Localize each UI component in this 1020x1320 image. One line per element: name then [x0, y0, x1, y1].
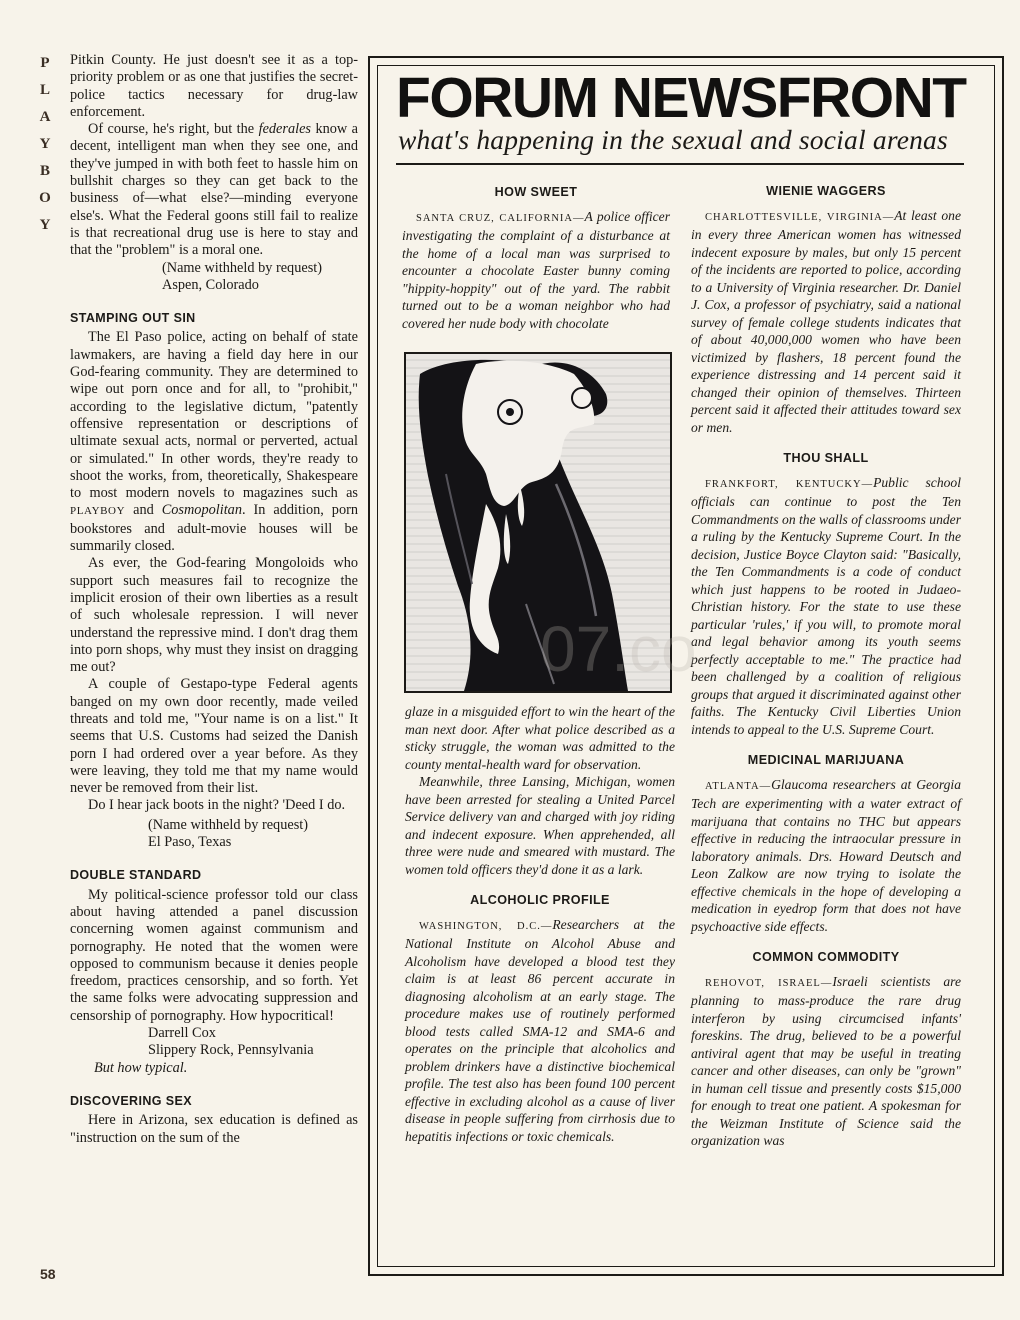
letter-heading: DISCOVERING SEX [70, 1093, 192, 1108]
news-heading: THOU SHALL [783, 451, 869, 465]
title-rule [396, 163, 964, 165]
letter-paragraph: The El Paso police, acting on behalf of state lawmakers, are having a field day here in our God-fearing community. They are determined to wipe out porn once and for all, to "prohibit," according to the legislative dictum, "patently offensive representation or descriptions of ultimate sexual acts, normal or perverted, actual or simulated." In other words, they're ready to shoot the works, from, theoretically, Shakespeare to most modern novels to magazines such as PLAYBOY and Cosmopolitan. In addition, porn bookstores and adult-movie houses will be summarily closed. [70, 329, 359, 555]
news-heading: MEDICINAL MARIJUANA [747, 753, 905, 767]
news-heading: ALCOHOLIC PROFILE [470, 893, 610, 907]
section-title: FORUM NEWSFRONT [396, 66, 966, 130]
letter-heading: STAMPING OUT SIN [70, 311, 196, 326]
magazine-spine-label: P L A Y B O Y [39, 55, 51, 233]
news-heading: COMMON COMMODITY [752, 950, 900, 964]
letter-signature-place: Aspen, Colorado [162, 276, 259, 293]
news-heading: HOW SWEET [494, 185, 578, 199]
news-paragraph: glaze in a misguided effort to win the heart of the man next door. After what police described as a sticky struggle, the woman was admitted to the county mental-health ward for observation. [405, 704, 675, 772]
letter-heading: DOUBLE STANDARD [70, 868, 202, 883]
letter-signature-name: (Name withheld by request) [148, 816, 308, 833]
news-item-how-sweet-continued [405, 703, 675, 1145]
letter-paragraph: Here in Arizona, sex education is defined as "instruction on the sum of the [70, 1112, 358, 1146]
page-number: 58 [40, 1266, 56, 1282]
news-paragraph: FRANKFORT, KENTUCKY—Public school officials can continue to post the Ten Commandments on the walls of classrooms under a ruling by the Kentucky Supreme Court. In the decision, Justice Boyce Clayton said: "Basically, the Ten Commandments is a code of conduct which just happens to be rooted in Judaeo-Christian history. For the state to use these particular 'rules,' if you will, to promote moral and legal behavior among its youth seems perfectly acceptable to me." The practice had been challenged by a coalition of religious groups that argued it discriminated against other faiths. The Kentucky Civil Liberties Union intends to appeal to the U.S. Supreme Court. [691, 474, 961, 737]
watermark: 07.co [540, 613, 697, 685]
news-item-how-sweet [402, 184, 670, 332]
illustration-art [406, 354, 670, 691]
section-subtitle: what's happening in the sexual and social arenas [398, 124, 948, 155]
letter-signature-place: Slippery Rock, Pennsylvania [148, 1042, 314, 1059]
letter-signature-name: Darrell Cox [148, 1025, 216, 1042]
letter-paragraph: A couple of Gestapo-type Federal agents banged on my own door recently, made veiled threats and told me, "Your name is on a list." It seems that U.S. Customs had seized the Danish porn I had ordered over a year before. As they were leaving, they told me that my name would never be removed from their list. [70, 676, 358, 797]
letters-column [70, 52, 358, 1147]
news-paragraph: REHOVOT, ISRAEL—Israeli scientists are planning to mass-produce the rare drug interferon by using circumcised infants' foreskins. The drug, believed to be a powerful antiviral agent that may be useful in treating cancer and other diseases, can only be "grown" in human cell tissue and presently costs $15,000 for enough to treat one patient. A spokesman for the Weizman Institute of Science said the organization was [691, 973, 961, 1148]
letter-paragraph: Do I hear jack boots in the night? 'Deed I do. [88, 797, 346, 814]
letter-paragraph: Of course, he's right, but the federales know a decent, intelligent man when they see one, and they've jumped in with both feet to hassle him on bullshit charges so they can get back to the business of—what else?—minding everyone else's. What the Federal goons still fail to realize is that recreational drug use is here to stay and that the "problem" is a moral one. [70, 121, 359, 259]
letter-paragraph: My political-science professor told our class about having attended a panel discussion concerning women against communism and pornography. He noted that the women were opposed to communism because it denies people freedom, practices censorship, and so forth. Yet the same folks were advocating suppression and censorship of pornography. How hypocritical! [70, 886, 358, 1024]
letter-paragraph: Pitkin County. He just doesn't see it as a top-priority problem or as one that justifies the secret-police tactics necessary for drug-law enforcement. [70, 52, 358, 120]
editor-reply: But how typical. [94, 1059, 188, 1076]
news-heading: WIENIE WAGGERS [766, 184, 886, 198]
news-paragraph: WASHINGTON, D.C.—Researchers at the National Institute on Alcohol Abuse and Alcoholism have developed a blood test they claim is at least 86 percent accurate in diagnosing alcoholism at an early stage. The procedure makes use of routinely performed blood tests called SMA-12 and SMA-6 and operates on the principle that alcoholics and problem drinkers have a distinctive biochemical profile. The test also has been found 100 percent effective in excluding alcohol as a cause of liver disease in people suffering from cirrhosis due to hepatitis infections or toxic chemicals. [405, 916, 675, 1144]
letter-signature-name: (Name withheld by request) [162, 259, 322, 276]
letter-paragraph: As ever, the God-fearing Mongoloids who support such measures fail to recognize the implicit erosion of their own liberties as a result of such wholesale repression. I will never understand the repressive mind. I don't drag them into porn shops, why must they insist on dragging me out? [70, 555, 358, 676]
news-paragraph: Meanwhile, three Lansing, Michigan, women have been arrested for stealing a United Parcel Service delivery van and charged with joy riding and indecent exposure. When apprehended, all three were nude and smeared with mustard. The women told officers they'd done it as a lark. [405, 774, 675, 877]
news-paragraph: SANTA CRUZ, CALIFORNIA—A police officer investigating the complaint of a disturbance at the home of a local man was surprised to encounter a chocolate Easter bunny coming "hippity-hoppity" out of the yard. The rabbit turned out to be a woman neighbor who had covered her nude body with chocolate [402, 208, 670, 331]
chocolate-figure-illustration [404, 352, 672, 693]
letter-signature-place: El Paso, Texas [148, 834, 232, 851]
news-column-right [691, 183, 961, 1150]
news-paragraph: CHARLOTTESVILLE, VIRGINIA—At least one in every three American women has witnessed indecent exposure by males, but only 15 percent of the incidents are reported to police, according to a University of Virginia researcher. Dr. Daniel J. Cox, a professor of psychiatry, said a national survey of female college students indicates that of about 40,000,000 women who have been victimized by flashers, 18 percent found the experience distressing and 14 percent said it changed their opinion of themselves. Thirteen percent said it affected their attitudes toward sex or men. [691, 207, 961, 435]
news-paragraph: ATLANTA—Glaucoma researchers at Georgia Tech are experimenting with a water extract of marijuana that contains no THC but appears effective in reducing the intraocular pressure in laboratory animals. Drs. Howard Deutsch and Leon Zalkow are now trying to isolate the effective chemicals in the hope of developing a medication in eyedrop form that does not have psychoactive side effects. [691, 776, 961, 934]
